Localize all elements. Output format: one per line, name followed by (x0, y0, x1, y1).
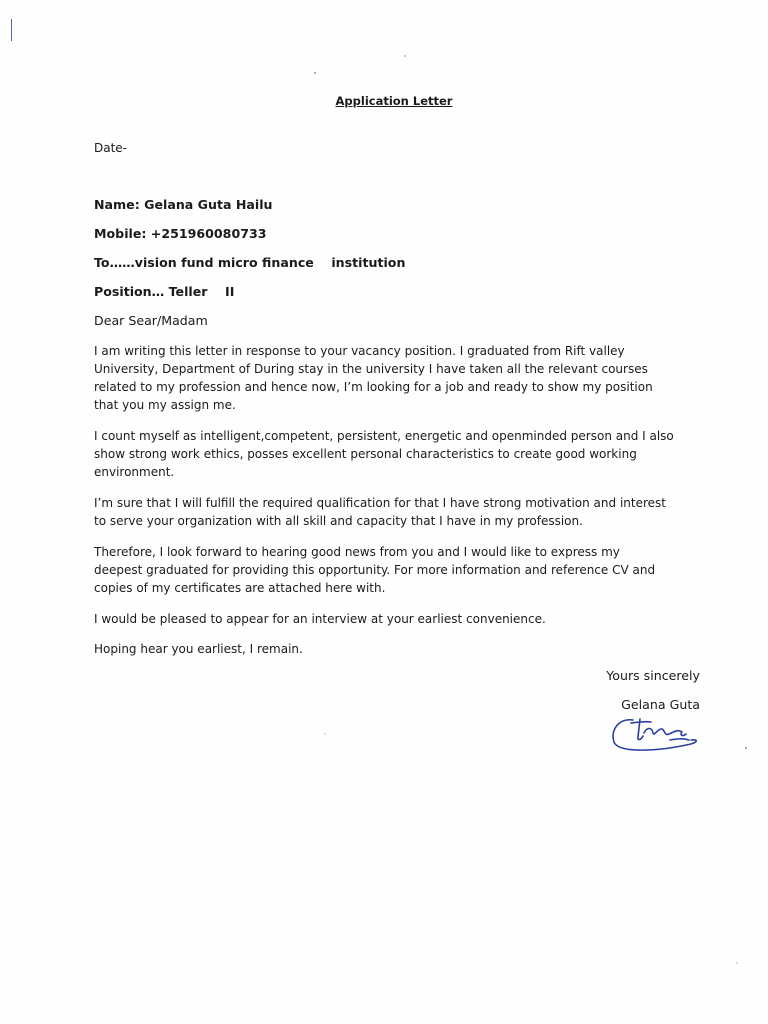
paragraph-line: Hoping hear you earliest, I remain. (94, 642, 303, 656)
paragraph-line: I would be pleased to appear for an interview at your earliest convenience. (94, 612, 546, 626)
paragraph-line: deepest graduated for providing this opportunity. For more information and reference CV and (94, 563, 656, 577)
paragraph-line: I count myself as intelligent,competent, persistent, energetic and openminded person and I also (94, 429, 674, 443)
paragraph-line: I am writing this letter in response to your vacancy position. I graduated from Rift valley (94, 344, 625, 358)
body-paragraph (94, 494, 714, 530)
signature-strokes (613, 719, 696, 750)
paragraph-line: University, Department of During stay in the university I have taken all the relevant courses (94, 362, 648, 376)
paragraph-line: related to my profession and hence now, I’m looking for a job and ready to show my position (94, 380, 653, 394)
margin-pen-mark (11, 19, 12, 41)
paragraph-line: Therefore, I look forward to hearing good news from you and I would like to express my (94, 545, 620, 559)
position-applied: Position… Teller II (94, 284, 235, 299)
scan-speck (314, 72, 316, 74)
body-paragraph (94, 427, 714, 481)
handwritten-signature (607, 713, 703, 757)
signature-stroke (644, 729, 686, 736)
recipient-institution: To……vision fund micro finance institution (94, 255, 406, 270)
signature-stroke (670, 739, 689, 740)
applicant-name: Name: Gelana Guta Hailu (94, 197, 273, 212)
body-paragraph (94, 543, 714, 597)
paragraph-line: copies of my certificates are attached here with. (94, 581, 386, 595)
salutation: Dear Sear/Madam (94, 313, 208, 328)
applicant-mobile: Mobile: +251960080733 (94, 226, 267, 241)
paragraph-line: to serve your organization with all skill and capacity that I have in my profession. (94, 514, 583, 528)
signature-stroke (631, 722, 651, 723)
closing-phrase: Yours sincerely (606, 668, 700, 683)
paragraph-line: I’m sure that I will fulfill the required qualification for that I have strong motivation and interest (94, 496, 666, 510)
body-paragraph (94, 342, 714, 414)
signer-name: Gelana Guta (621, 697, 700, 712)
scan-speck (736, 962, 738, 964)
body-paragraph (94, 640, 714, 658)
scan-speck (324, 733, 326, 735)
paragraph-line: show strong work ethics, posses excellent personal characteristics to create good working (94, 447, 637, 461)
letter-title: Application Letter (335, 94, 453, 108)
scan-speck (745, 747, 747, 749)
paragraph-line: environment. (94, 465, 175, 479)
body-paragraph (94, 610, 714, 628)
date-label: Date- (94, 141, 128, 155)
scan-speck (404, 55, 406, 57)
paragraph-line: that you my assign me. (94, 398, 236, 412)
